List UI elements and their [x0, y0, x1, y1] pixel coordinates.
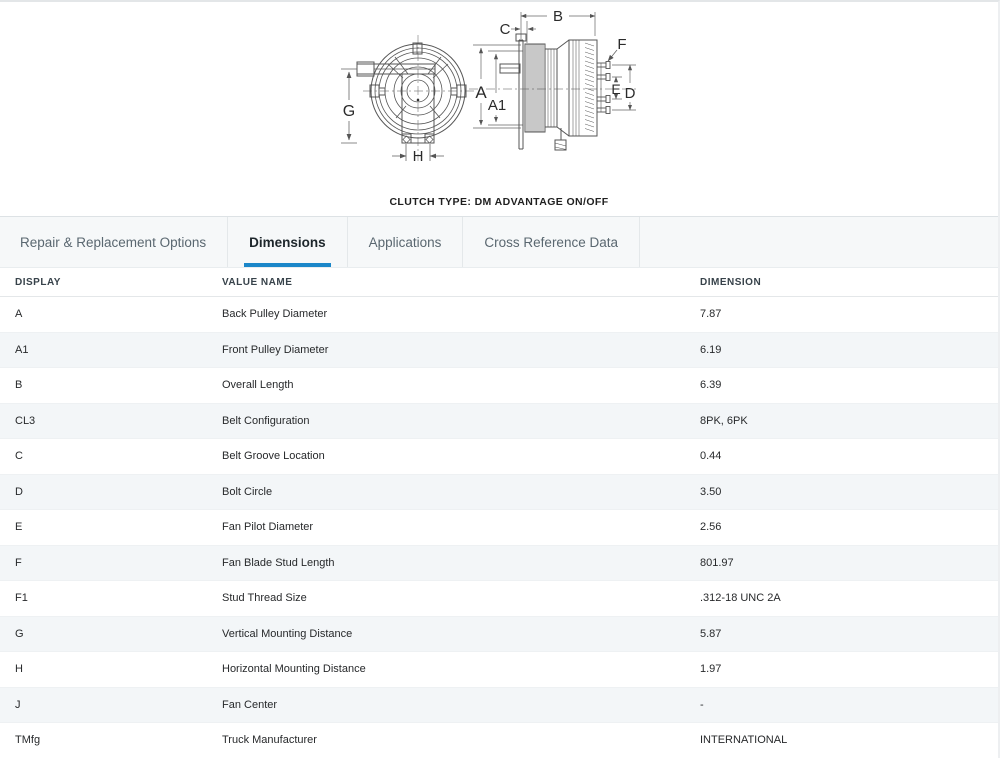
cell-dimension: 3.50	[700, 485, 722, 498]
tab-cross-reference-data[interactable]	[463, 217, 640, 267]
tab-label: Applications	[368, 234, 442, 250]
cell-value-name: Vertical Mounting Distance	[222, 627, 353, 640]
column-header-dimension: DIMENSION	[700, 276, 762, 288]
cell-display: D	[15, 485, 23, 498]
dimensions-table	[0, 268, 998, 758]
dim-label-a: A	[475, 83, 487, 102]
tab-label: Dimensions	[249, 234, 326, 250]
cell-display: A1	[15, 343, 29, 356]
table-row	[0, 439, 998, 475]
cell-dimension: 6.39	[700, 379, 722, 392]
dim-label-e: E	[611, 81, 621, 97]
table-row	[0, 581, 998, 617]
table-row	[0, 688, 998, 724]
cell-value-name: Front Pulley Diameter	[222, 343, 329, 356]
cell-value-name: Fan Pilot Diameter	[222, 521, 314, 534]
cell-display: E	[15, 521, 23, 534]
dim-label-h: H	[412, 148, 424, 165]
cell-dimension: 7.87	[700, 308, 722, 321]
cell-dimension: 5.87	[700, 627, 722, 640]
cell-value-name: Belt Configuration	[222, 414, 310, 427]
dim-label-c: C	[499, 21, 511, 38]
column-header-display: DISPLAY	[15, 276, 61, 288]
table-row	[0, 546, 998, 582]
table-row	[0, 404, 998, 440]
diagram-section	[0, 2, 998, 216]
cell-display: C	[15, 450, 23, 463]
cell-value-name: Belt Groove Location	[222, 450, 325, 463]
clutch-type-caption: CLUTCH TYPE: DM ADVANTAGE ON/OFF	[389, 196, 609, 208]
tab-label: Cross Reference Data	[484, 234, 618, 250]
cell-value-name: Overall Length	[222, 379, 294, 392]
cell-display: J	[15, 698, 21, 711]
cell-value-name: Fan Blade Stud Length	[222, 556, 335, 569]
cell-value-name: Fan Center	[222, 698, 278, 711]
cell-display: F1	[15, 592, 28, 605]
cell-value-name: Back Pulley Diameter	[222, 308, 328, 321]
tab-dimensions[interactable]	[228, 217, 348, 267]
tab-label: Repair & Replacement Options	[20, 234, 207, 250]
tab-repair-replacement-options[interactable]	[0, 217, 228, 267]
table-row	[0, 475, 998, 511]
cell-dimension: 6.19	[700, 343, 722, 356]
table-header-row	[0, 268, 998, 297]
clutch-diagram	[329, 3, 669, 195]
cell-dimension: 8PK, 6PK	[700, 414, 748, 427]
cell-dimension: INTERNATIONAL	[700, 734, 788, 747]
cell-dimension: 1.97	[700, 663, 722, 676]
cell-display: G	[15, 627, 24, 640]
table-row	[0, 297, 998, 333]
cell-dimension: .312-18 UNC 2A	[700, 592, 781, 605]
dim-label-d: D	[624, 85, 636, 102]
cell-dimension: -	[700, 698, 704, 711]
table-row	[0, 617, 998, 653]
cell-value-name: Bolt Circle	[222, 485, 273, 498]
table-row	[0, 368, 998, 404]
cell-value-name: Truck Manufacturer	[222, 734, 317, 747]
cell-display: TMfg	[15, 734, 41, 747]
cell-display: F	[15, 556, 22, 569]
active-tab-underline	[244, 263, 331, 267]
table-row	[0, 333, 998, 369]
table-row	[0, 723, 998, 758]
tab-applications[interactable]	[348, 217, 464, 267]
cell-dimension: 801.97	[700, 556, 734, 569]
table-row	[0, 510, 998, 546]
cell-display: B	[15, 379, 23, 392]
dim-label-b: B	[552, 8, 564, 25]
cell-display: A	[15, 308, 23, 321]
cell-value-name: Stud Thread Size	[222, 592, 307, 605]
table-row	[0, 652, 998, 688]
dim-label-a1: A1	[487, 97, 507, 114]
dim-label-g: G	[342, 103, 356, 120]
cell-dimension: 0.44	[700, 450, 722, 463]
cell-value-name: Horizontal Mounting Distance	[222, 663, 366, 676]
cell-display: CL3	[15, 414, 36, 427]
dim-label-f: F	[617, 36, 627, 53]
cell-dimension: 2.56	[700, 521, 722, 534]
table-body	[0, 297, 998, 758]
tab-bar	[0, 216, 998, 268]
cell-display: H	[15, 663, 23, 676]
column-header-value-name: VALUE NAME	[222, 276, 293, 288]
clutch-technical-drawing	[329, 3, 669, 195]
